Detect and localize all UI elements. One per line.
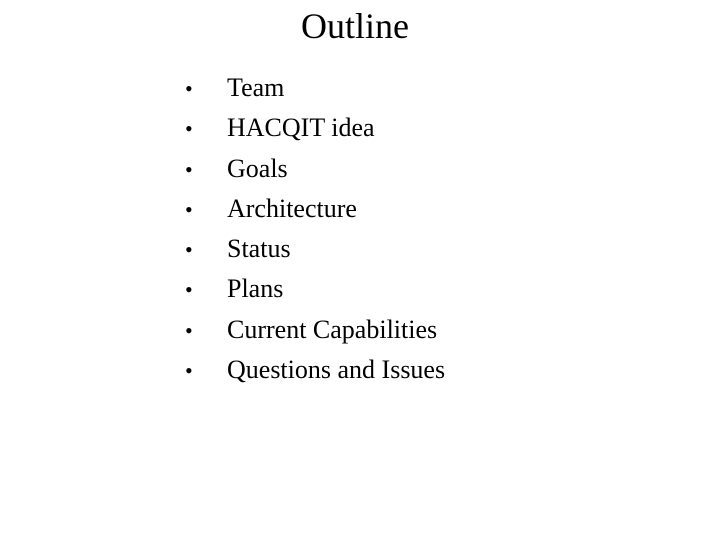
bullet-item (185, 229, 445, 269)
bullet-item (185, 269, 445, 309)
bullet-item (185, 189, 445, 229)
bullet-text: Current Capabilities (227, 314, 438, 344)
bullet-text: Goals (227, 153, 288, 183)
bullet-text: Team (227, 73, 285, 102)
bullet-icon: • (185, 317, 193, 343)
bullet-text: Questions and Issues (227, 355, 446, 385)
bullet-item (185, 68, 445, 108)
bullet-text: Plans (227, 274, 284, 304)
bullet-text: HACQIT idea (227, 113, 375, 143)
bullet-item (185, 149, 445, 189)
bullet-item (185, 310, 445, 350)
slide-title: Outline (301, 6, 409, 46)
bullet-icon: • (185, 116, 193, 142)
bullet-text: Status (227, 234, 291, 264)
bullet-icon: • (185, 237, 193, 263)
bullet-list (185, 68, 445, 390)
bullet-text: Architecture (227, 193, 357, 223)
bullet-item (185, 350, 445, 390)
bullet-icon: • (185, 156, 193, 182)
bullet-icon: • (185, 76, 193, 101)
bullet-icon: • (185, 277, 193, 303)
bullet-icon: • (185, 358, 193, 384)
bullet-icon: • (185, 196, 193, 222)
bullet-item (185, 108, 445, 148)
